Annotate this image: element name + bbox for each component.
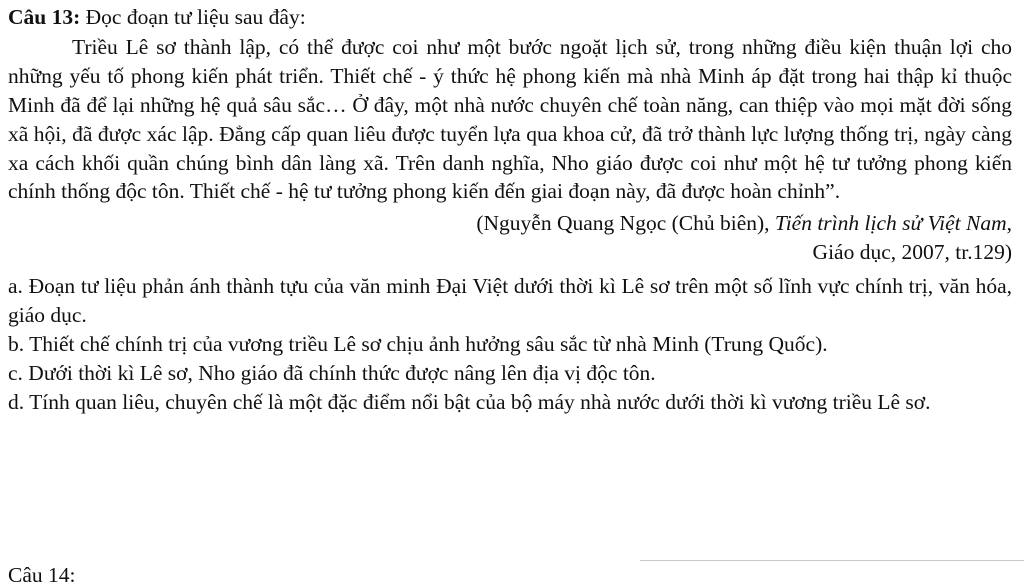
question-number: Câu 13:: [8, 5, 81, 29]
page-bottom-divider: [640, 560, 1024, 561]
source-title: Tiến trình lịch sử Việt Nam: [774, 211, 1007, 236]
passage-text: Triều Lê sơ thành lập, có thể được coi như một bước ngoặt lịch sử, trong những điều kiện thuận lợi cho những yếu tố phong kiến phát triển. Thiết chế - ý thức hệ phong kiến mà nhà Minh áp đặt trong hai thập kỉ thuộc Minh đã để lại những hệ quả sâu sắc… Ở đây, một nhà nước chuyên chế toàn năng, can thiệp vào mọi mặt đời sống xã hội, đã được xác lập. Đẳng cấp quan liêu được tuyển lựa qua khoa cử, đã trở thành lực lượng thống trị, ngày càng xa cách khối quần chúng bình dân làng xã. Trên danh nghĩa, Nho giáo được coi như một hệ tư tưởng phong kiến chính thống độc tôn. Thiết chế - hệ tư tưởng phong kiến đến giai đoạn này, đã được hoàn chỉnh”.: [8, 34, 1012, 204]
source-line-2: Giáo dục, 2007, tr.129): [812, 240, 1012, 265]
choice-a: a. Đoạn tư liệu phản ánh thành tựu của văn minh Đại Việt dưới thời kì Lê sơ trên một số lĩnh vực chính trị, văn hóa, giáo dục.: [8, 274, 1012, 328]
choice-d: d. Tính quan liêu, chuyên chế là một đặc điểm nổi bật của bộ máy nhà nước dưới thời kì vương triều Lê sơ.: [8, 389, 931, 414]
choice-list: [8, 272, 1014, 417]
source-author: (Nguyễn Quang Ngọc (Chủ biên),: [476, 211, 775, 236]
truncated-next-question: Câu 14:: [8, 563, 76, 587]
choice-b: b. Thiết chế chính trị của vương triều Lê sơ chịu ảnh hưởng sâu sắc từ nhà Minh (Trung Quốc).: [8, 332, 828, 356]
source-line-1: [8, 209, 1014, 238]
question-prompt: Đọc đoạn tư liệu sau đây:: [85, 5, 306, 29]
question-heading: [8, 4, 1014, 32]
source-comma: ,: [1006, 211, 1012, 236]
choice-c: c. Dưới thời kì Lê sơ, Nho giáo đã chính thức được nâng lên địa vị độc tôn.: [8, 360, 656, 385]
